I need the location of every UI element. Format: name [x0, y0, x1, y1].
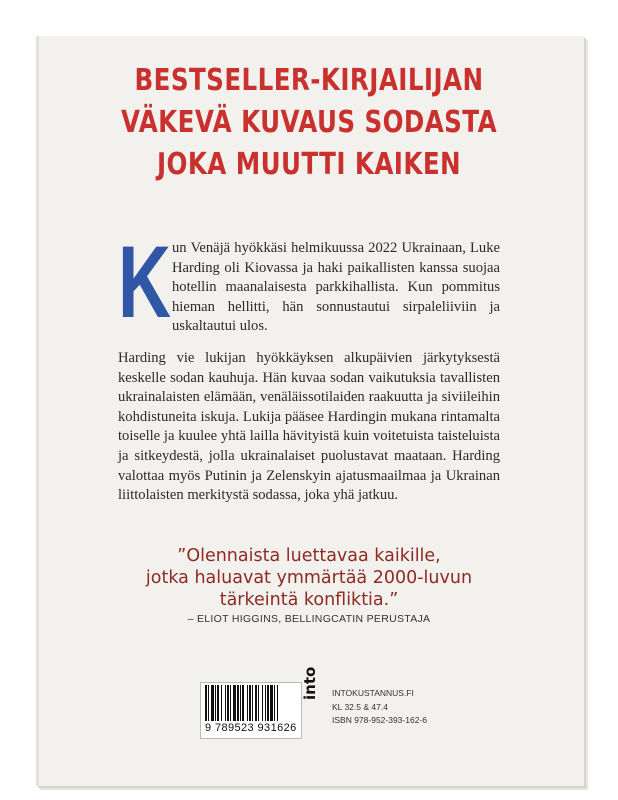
library-class: KL 32.5 & 47.4 — [332, 701, 388, 712]
drop-cap: K — [118, 225, 172, 339]
headline-line-1: BESTSELLER-KIRJAILIJAN — [134, 63, 484, 98]
headline-line-3: JOKA MUUTTI KAIKEN — [156, 147, 462, 182]
intro-paragraph — [118, 225, 500, 339]
barcode-bars — [201, 683, 301, 723]
isbn-text: ISBN 978-952-393-162-6 — [332, 715, 427, 725]
headline — [56, 60, 563, 186]
intro-text: un Venäjä hyökkäsi helmikuussa 2022 Ukrainaan, Luke Harding oli Kiovassa ja haki paikallisten kanssa suojaa hotellin maanalaisesta parkkihallista. Kun pommitus hieman hellitti, hän sonnustautui sirpaleliiviin ja uskaltautui ulos. — [172, 240, 500, 335]
blurb-quote — [0, 545, 618, 611]
quote-line-3: tärkeintä konfliktia.” — [219, 590, 399, 610]
publisher-info — [332, 687, 427, 728]
publisher-website: INTOKUSTANNUS.FI — [332, 688, 414, 698]
description-paragraph: Harding vie lukijan hyökkäyksen alkupäivien järkytyksestä keskelle sodan kauhuja. Hän kuvaa sodan vaikutuksia tavallisten ukrainalaisten elämään, venäläissotilaiden raakuutta ja siviileihin kohdistuneita iskuja. Lukija pääsee Hardingin mukana rintamalta toiselle ja kuulee yhtä lailla hävityistä kuin voitetuista taisteluista ja sitkeydestä, jolla ukrainalaiset puolustavat maataan. Harding valottaa myös Putinin ja Zelenskyin ajatusmaailmaa ja Ukrainan liittolaisten merkitystä sodassa, joka yhä jatkuu. — [118, 350, 500, 504]
headline-line-2: VÄKEVÄ KUVAUS SODASTA — [120, 105, 498, 140]
publisher-logo: into — [301, 666, 319, 700]
quote-line-2: jotka haluavat ymmärtää 2000-luvun — [145, 568, 473, 588]
cover-edge — [36, 36, 39, 786]
barcode-digits: 9 789523 931626 — [205, 722, 297, 734]
quote-line-1: ”Olennaista luettavaa kaikille, — [177, 546, 441, 566]
quote-attribution: – ELIOT HIGGINS, BELLINGCATIN PERUSTAJA — [187, 613, 431, 625]
